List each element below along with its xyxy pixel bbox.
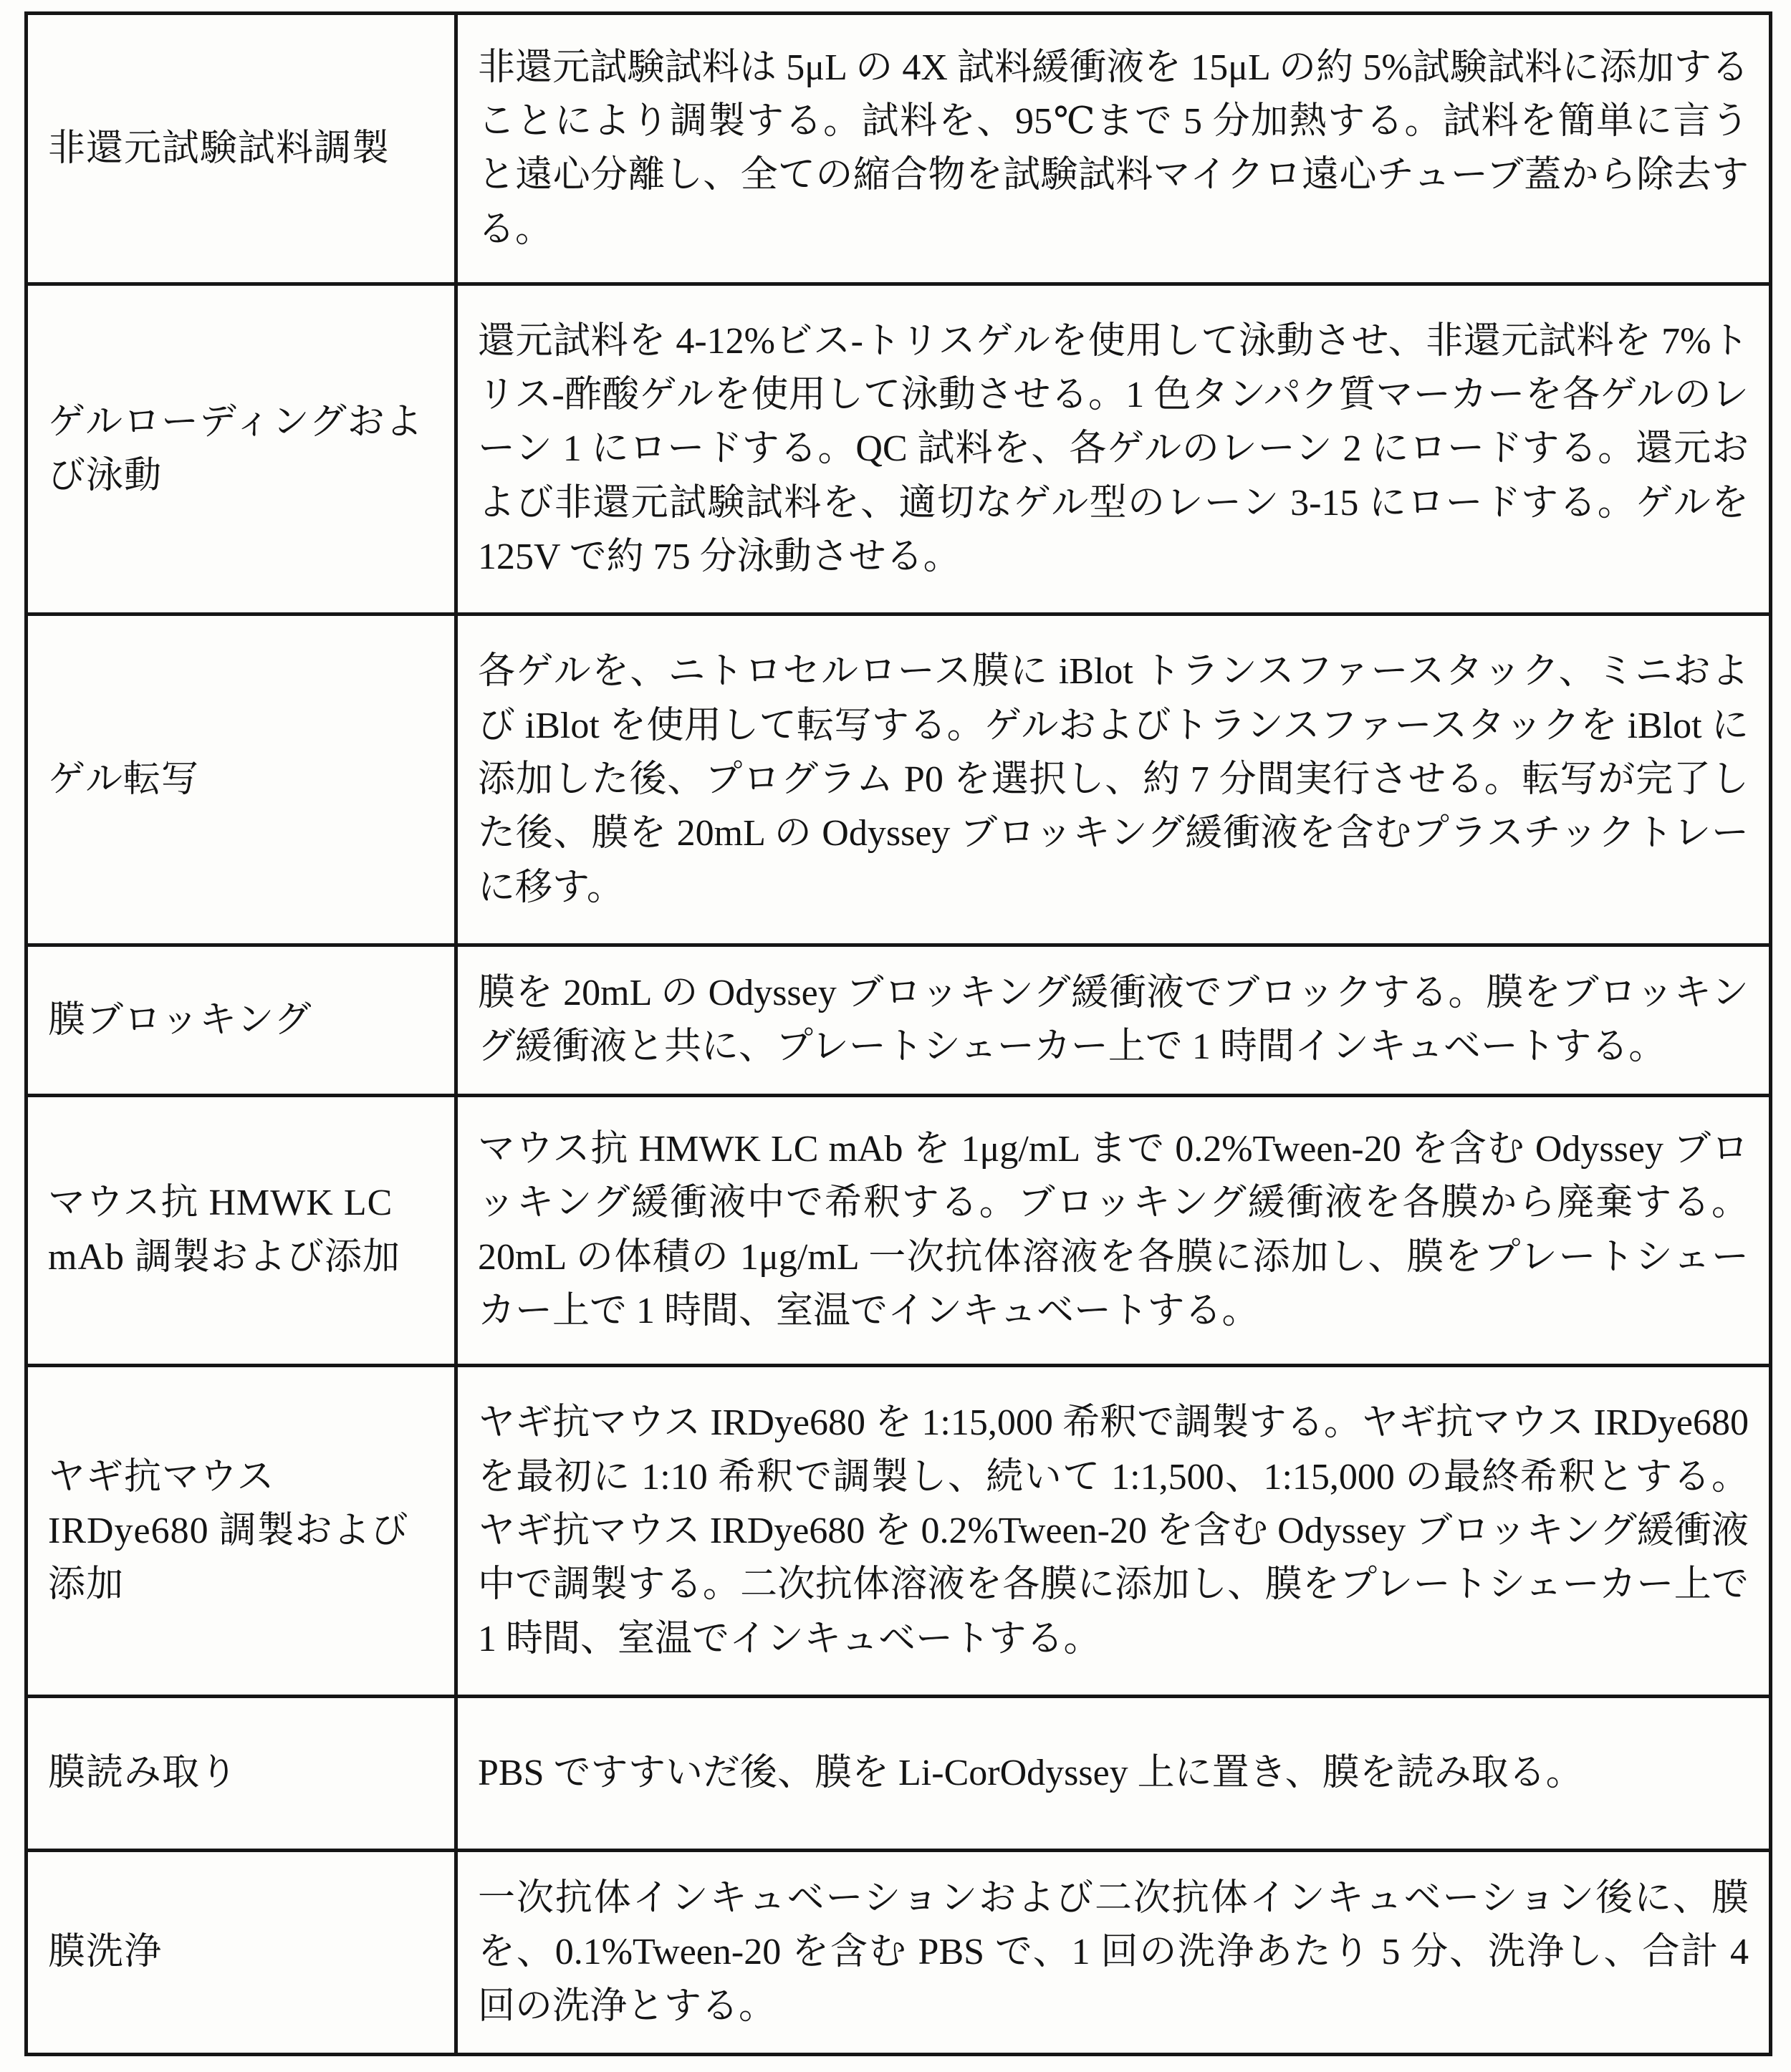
step-name: ゲル転写	[48, 759, 199, 801]
step-description: 非還元試験試料は 5μL の 4X 試料緩衝液を 15μL の約 5%試験試料に添加することにより調製する。試料を、95℃まで 5 分加熱する。試料を簡単に言うと遠心分離し、全ての縮合物を試験試料マイクロ遠心チューブ蓋から除去する。	[478, 47, 1749, 250]
step-name-cell	[27, 945, 456, 1095]
step-description: 膜を 20mL の Odyssey ブロッキング緩衝液でブロックする。膜をブロッキング緩衝液と共に、プレートシェーカー上で 1 時間インキュベートする。	[478, 972, 1749, 1068]
step-description-cell	[456, 945, 1771, 1095]
step-description-cell	[456, 1851, 1771, 2055]
table-row	[27, 615, 1771, 945]
step-description-cell	[456, 1095, 1771, 1366]
table-row	[27, 1366, 1771, 1697]
step-name: 膜読み取り	[48, 1753, 239, 1794]
table-row	[27, 1095, 1771, 1366]
table-row	[27, 1851, 1771, 2055]
step-description: 還元試料を 4-12%ビス-トリスゲルを使用して泳動させ、非還元試料を 7%トリス-酢酸ゲルを使用して泳動させる。1 色タンパク質マーカーを各ゲルのレーン 1 にロードする。QC 試料を、各ゲルのレーン 2 にロードする。還元および非還元試験試料を、適切なゲル型のレーン 3-15 にロードする。ゲルを 125V で約 75 分泳動させる。	[478, 320, 1749, 578]
step-description: 一次抗体インキュベーションおよび二次抗体インキュベーション後に、膜を、0.1%Tween-20 を含む PBS で、1 回の洗浄あたり 5 分、洗浄し、合計 4 回の洗浄とする。	[478, 1877, 1749, 2027]
step-description: 各ゲルを、ニトロセルロース膜に iBlot トランスファースタック、ミニおよび iBlot を使用して転写する。ゲルおよびトランスファースタックを iBlot に添加した後、プログラム P0 を選択し、約 7 分間実行させる。転写が完了した後、膜を 20mL の Odyssey ブロッキング緩衝液を含むプラスチックトレーに移す。	[478, 651, 1749, 908]
table-row	[27, 1697, 1771, 1851]
table-row	[27, 14, 1771, 284]
step-description-cell	[456, 14, 1771, 284]
table-row	[27, 284, 1771, 615]
step-name-cell	[27, 615, 456, 945]
step-description-cell	[456, 615, 1771, 945]
protocol-table	[24, 11, 1772, 2056]
step-name: ゲルローディングおよび泳動	[48, 401, 423, 496]
step-name: 非還元試験試料調製	[48, 127, 390, 169]
step-name-cell	[27, 1095, 456, 1366]
step-name: ヤギ抗マウス IRDye680 調製および添加	[48, 1456, 409, 1606]
step-name-cell	[27, 1851, 456, 2055]
step-name: マウス抗 HMWK LC mAb 調製および添加	[48, 1182, 401, 1278]
step-description: マウス抗 HMWK LC mAb を 1μg/mL まで 0.2%Tween-20 を含む Odyssey ブロッキング緩衝液中で希釈する。ブロッキング緩衝液を各膜から廃棄する。20mL の体積の 1μg/mL 一次抗体溶液を各膜に添加し、膜をプレートシェーカー上で 1 時間、室温でインキュベートする。	[478, 1129, 1749, 1332]
step-name-cell	[27, 1366, 456, 1697]
step-description: ヤギ抗マウス IRDye680 を 1:15,000 希釈で調製する。ヤギ抗マウス IRDye680 を最初に 1:10 希釈で調製し、続いて 1:1,500、1:15,000 の最終希釈とする。ヤギ抗マウス IRDye680 を 0.2%Tween-20 を含む Odyssey ブロッキング緩衝液中で調製する。二次抗体溶液を各膜に添加し、膜をプレートシェーカー上で 1 時間、室温でインキュベートする。	[478, 1402, 1749, 1659]
step-description: PBS ですすいだ後、膜を Li-CorOdyssey 上に置き、膜を読み取る。	[478, 1753, 1583, 1794]
step-name: 膜ブロッキング	[48, 999, 312, 1041]
step-description-cell	[456, 1697, 1771, 1851]
step-description-cell	[456, 284, 1771, 615]
step-description-cell	[456, 1366, 1771, 1697]
step-name: 膜洗浄	[48, 1932, 163, 1973]
step-name-cell	[27, 14, 456, 284]
step-name-cell	[27, 284, 456, 615]
table-row	[27, 945, 1771, 1095]
step-name-cell	[27, 1697, 456, 1851]
